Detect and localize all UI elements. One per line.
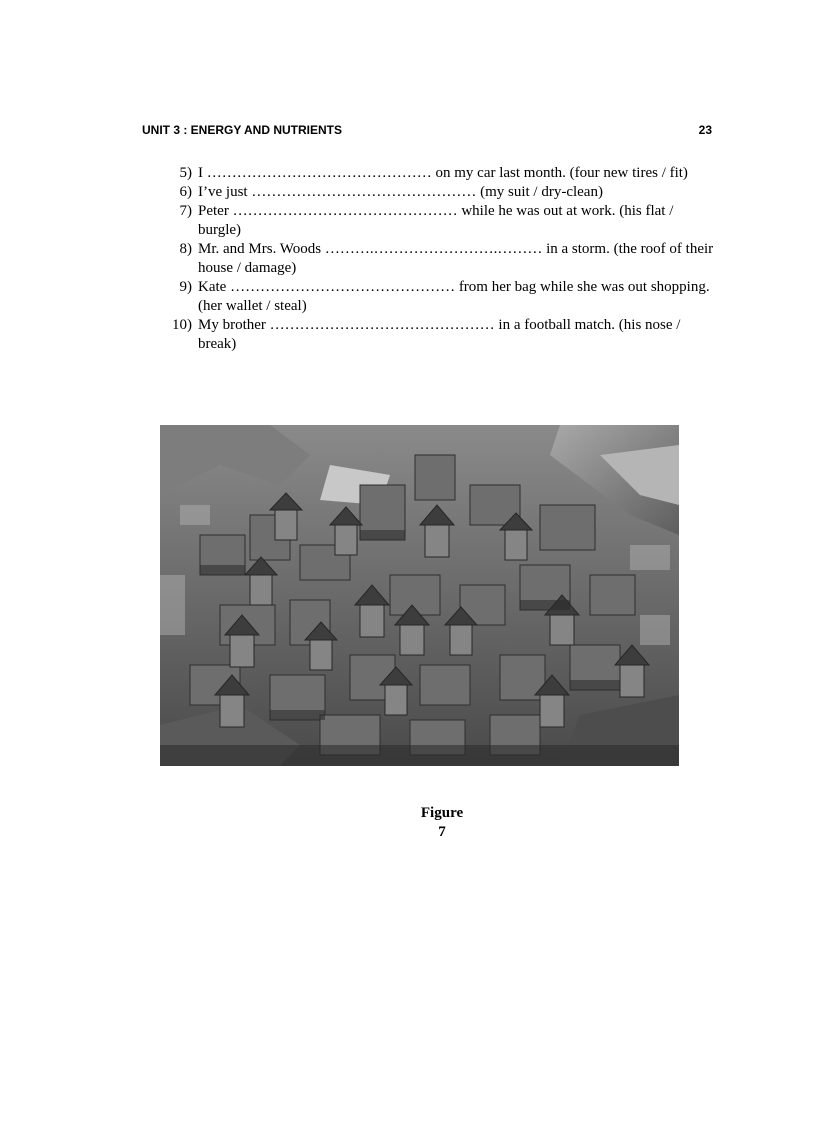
- page-header: [142, 123, 712, 139]
- exercise-item: [160, 164, 720, 183]
- page-number: 23: [698, 123, 712, 137]
- exercise-list: [160, 164, 720, 354]
- figure-caption: [392, 804, 492, 842]
- unit-title: UNIT 3 : ENERGY AND NUTRIENTS: [142, 123, 343, 137]
- village-photo: [160, 425, 679, 766]
- exercise-number: 5): [179, 165, 192, 181]
- figure-label: Figure: [420, 805, 464, 821]
- exercise-number: 10): [172, 317, 192, 333]
- exercise-number: 8): [179, 241, 192, 257]
- exercise-item: [160, 278, 720, 316]
- exercise-item: [160, 316, 720, 354]
- exercise-text: Kate ……………………………………… from her bag while she was out shopping. (her wallet / steal): [198, 279, 710, 314]
- village-photo-illustration: [160, 425, 679, 766]
- figure-number: 7: [438, 824, 446, 840]
- exercise-text: I’ve just ……………………………………… (my suit / dry-clean): [198, 184, 603, 200]
- exercise-text: My brother ……………………………………… in a football match. (his nose / break): [198, 317, 681, 352]
- exercise-text: Peter ……………………………………… while he was out at work. (his flat / burgle): [198, 203, 674, 238]
- exercise-text: I ……………………………………… on my car last month. (four new tires / fit): [198, 165, 688, 181]
- exercise-item: [160, 240, 720, 278]
- exercise-text: Mr. and Mrs. Woods ……….…………………….……… in a storm. (the roof of their house / damage): [198, 241, 714, 276]
- exercise-item: [160, 202, 720, 240]
- exercise-number: 9): [179, 279, 192, 295]
- exercise-number: 6): [179, 184, 192, 200]
- exercise-item: [160, 183, 720, 202]
- exercise-number: 7): [179, 203, 192, 219]
